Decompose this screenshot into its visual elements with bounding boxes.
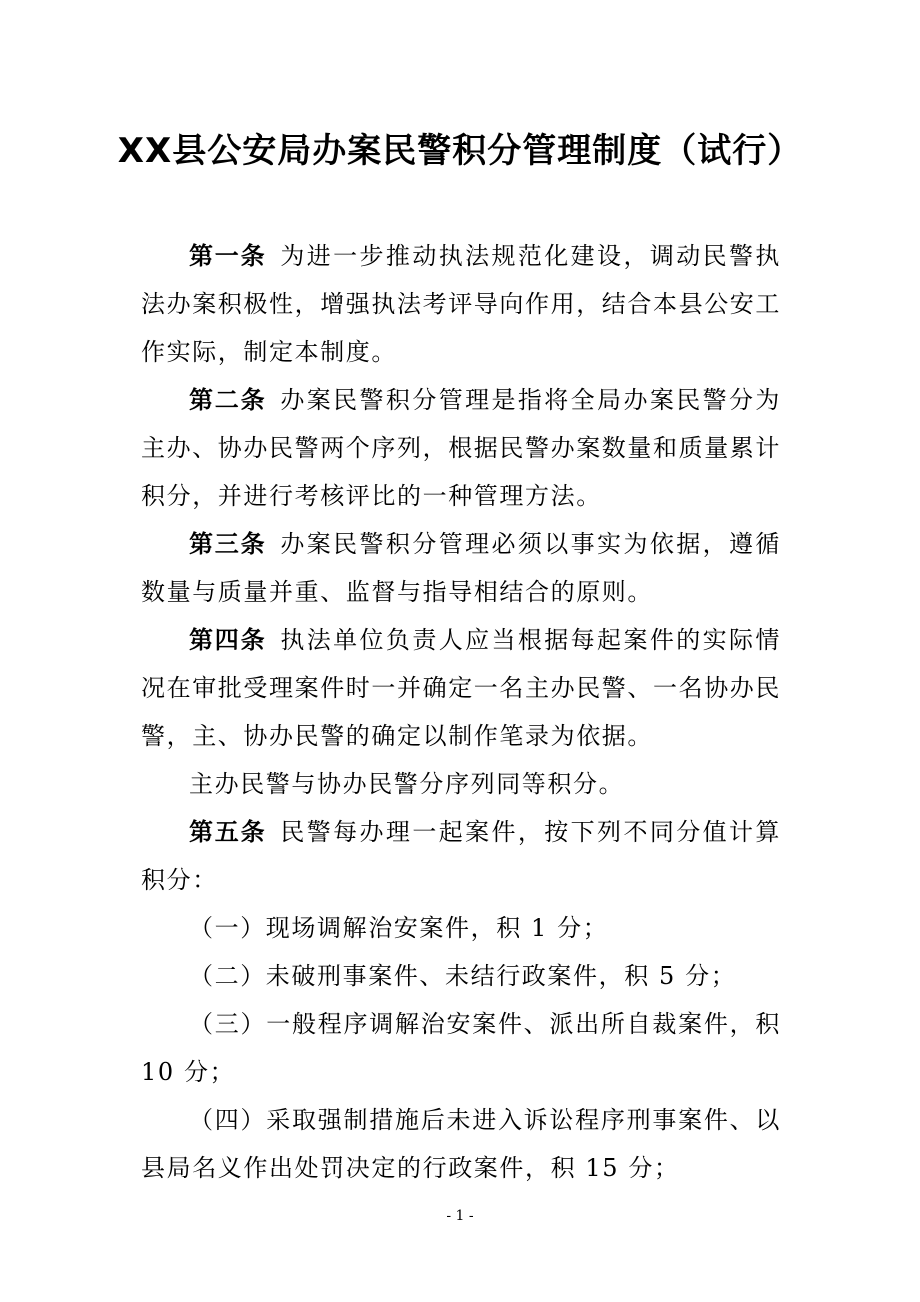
document-body	[141, 232, 781, 1192]
article-text: 执法单位负责人应当根据每起案件的实际情况在审批受理案件时一并确定一名主办民警、一名协办民警，主、协办民警的确定以制作笔录为依据。	[141, 626, 781, 750]
article-text: 办案民警积分管理必须以事实为依据，遵循数量与质量并重、监督与指导相结合的原则。	[141, 530, 781, 606]
article-label: 第三条	[189, 530, 267, 558]
article-text: 为进一步推动执法规范化建设，调动民警执法办案积极性，增强执法考评导向作用，结合本县公安工作实际，制定本制度。	[141, 242, 781, 366]
article-label: 第一条	[189, 242, 267, 270]
article-3	[141, 520, 781, 616]
list-item: （一）现场调解治安案件，积 1 分；	[189, 914, 609, 942]
article-text: 民警每办理一起案件，按下列不同分值计算积分：	[141, 818, 781, 894]
article-label: 第二条	[189, 386, 267, 414]
list-item: （三）一般程序调解治安案件、派出所自裁案件，积 10 分；	[141, 1010, 781, 1086]
article-label: 第五条	[189, 818, 267, 846]
article-1	[141, 232, 781, 376]
plain-paragraph: 主办民警与协办民警分序列同等积分。	[189, 770, 625, 798]
article-2	[141, 376, 781, 520]
article-text: 办案民警积分管理是指将全局办案民警分为主办、协办民警两个序列，根据民警办案数量和质量累计积分，并进行考核评比的一种管理方法。	[141, 386, 781, 510]
article-5	[141, 808, 781, 904]
list-item: （四）采取强制措施后未进入诉讼程序刑事案件、以县局名义作出处罚决定的行政案件，积 15 分；	[141, 1106, 781, 1182]
article-label: 第四条	[189, 626, 267, 654]
page-number: - 1 -	[446, 1208, 474, 1224]
article-4	[141, 616, 781, 760]
document-title: XX县公安局办案民警积分管理制度（试行）	[117, 131, 803, 171]
list-item: （二）未破刑事案件、未结行政案件，积 5 分；	[189, 962, 737, 990]
